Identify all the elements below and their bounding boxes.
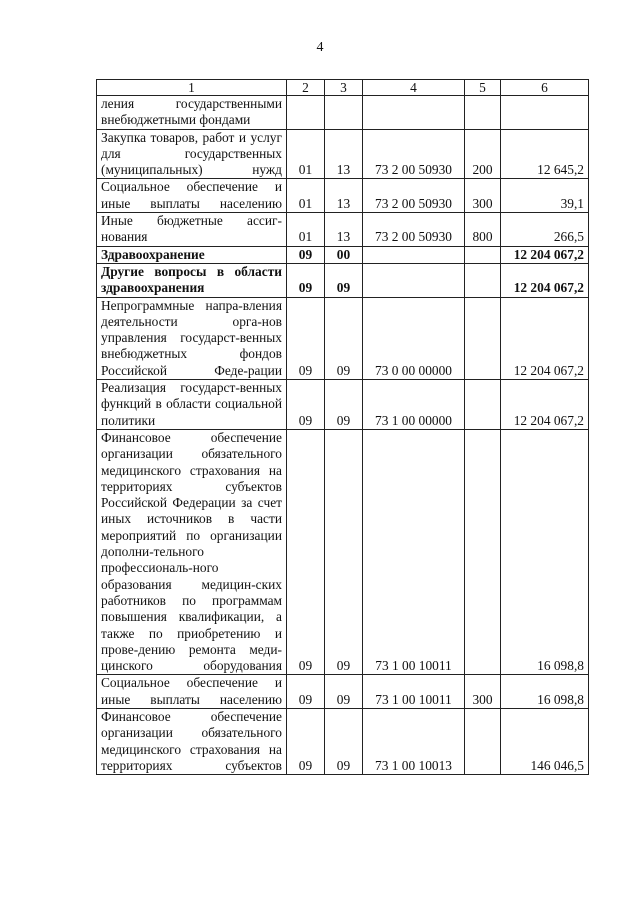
table-row xyxy=(97,380,589,430)
table-row xyxy=(97,297,589,379)
section-code-cell: 01 xyxy=(287,179,325,213)
subsection-code-cell: 00 xyxy=(325,246,363,263)
table-row xyxy=(97,708,589,774)
subsection-code-cell: 09 xyxy=(325,263,363,297)
subsection-code-cell: 09 xyxy=(325,675,363,709)
table-row xyxy=(97,129,589,179)
header-row xyxy=(97,80,589,96)
row-name-cell: Финансовое обеспечение организации обязательного медицинского страхования на территориях субъектов Российской Федерации за счет иных источников в части мероприятий по организации дополни-тельного профессиональ-ного образования медицин-ских работников по программам повышения квалификации, а также по приобретению и прове-дению ремонта меди-цинского оборудования xyxy=(97,429,287,674)
row-name-cell: ления государственными внебюджетными фондами xyxy=(97,96,287,130)
target-article-cell: 73 1 00 10011 xyxy=(363,429,465,674)
target-article-cell: 73 2 00 50930 xyxy=(363,129,465,179)
expense-type-cell: 300 xyxy=(465,179,501,213)
target-article-cell: 73 0 00 00000 xyxy=(363,297,465,379)
column-header: 1 xyxy=(97,80,287,96)
target-article-cell: 73 1 00 10013 xyxy=(363,708,465,774)
expense-type-cell xyxy=(465,429,501,674)
expense-type-cell xyxy=(465,708,501,774)
row-name-cell: Социальное обеспечение и иные выплаты населению xyxy=(97,675,287,709)
subsection-code-cell: 13 xyxy=(325,129,363,179)
section-code-cell: 09 xyxy=(287,380,325,430)
table-row xyxy=(97,246,589,263)
expense-type-cell xyxy=(465,263,501,297)
table-row xyxy=(97,179,589,213)
section-code-cell: 09 xyxy=(287,675,325,709)
row-name-cell: Здравоохранение xyxy=(97,246,287,263)
subsection-code-cell: 09 xyxy=(325,297,363,379)
row-name-cell: Финансовое обеспечение организации обязательного медицинского страхования на территориях субъектов xyxy=(97,708,287,774)
amount-cell: 16 098,8 xyxy=(501,429,589,674)
amount-cell: 266,5 xyxy=(501,213,589,247)
amount-cell: 39,1 xyxy=(501,179,589,213)
row-name-cell: Социальное обеспечение и иные выплаты населению xyxy=(97,179,287,213)
section-code-cell xyxy=(287,96,325,130)
section-code-cell: 09 xyxy=(287,246,325,263)
section-code-cell: 09 xyxy=(287,263,325,297)
table-row xyxy=(97,213,589,247)
target-article-cell: 73 1 00 10011 xyxy=(363,675,465,709)
amount-cell: 12 204 067,2 xyxy=(501,380,589,430)
expense-type-cell xyxy=(465,297,501,379)
amount-cell: 12 204 067,2 xyxy=(501,263,589,297)
amount-cell: 146 046,5 xyxy=(501,708,589,774)
section-code-cell: 01 xyxy=(287,213,325,247)
column-header: 3 xyxy=(325,80,363,96)
target-article-cell xyxy=(363,263,465,297)
amount-cell: 12 204 067,2 xyxy=(501,297,589,379)
row-name-cell: Реализация государст-венных функций в области социальной политики xyxy=(97,380,287,430)
amount-cell: 16 098,8 xyxy=(501,675,589,709)
row-name-cell: Иные бюджетные ассиг-нования xyxy=(97,213,287,247)
subsection-code-cell: 09 xyxy=(325,708,363,774)
amount-cell: 12 204 067,2 xyxy=(501,246,589,263)
row-name-cell: Непрограммные напра-вления деятельности орга-нов управления государст-венных внебюджетных фондов Российской Феде-рации xyxy=(97,297,287,379)
row-name-cell: Другие вопросы в области здравоохранения xyxy=(97,263,287,297)
expense-type-cell: 800 xyxy=(465,213,501,247)
section-code-cell: 09 xyxy=(287,429,325,674)
section-code-cell: 09 xyxy=(287,297,325,379)
subsection-code-cell: 09 xyxy=(325,429,363,674)
budget-table xyxy=(96,79,589,775)
subsection-code-cell: 13 xyxy=(325,179,363,213)
column-header: 2 xyxy=(287,80,325,96)
expense-type-cell xyxy=(465,96,501,130)
expense-type-cell xyxy=(465,246,501,263)
column-header: 5 xyxy=(465,80,501,96)
target-article-cell: 73 1 00 00000 xyxy=(363,380,465,430)
section-code-cell: 09 xyxy=(287,708,325,774)
target-article-cell: 73 2 00 50930 xyxy=(363,213,465,247)
subsection-code-cell: 09 xyxy=(325,380,363,430)
subsection-code-cell xyxy=(325,96,363,130)
expense-type-cell: 200 xyxy=(465,129,501,179)
table-row xyxy=(97,96,589,130)
table-body xyxy=(97,96,589,775)
table-row xyxy=(97,263,589,297)
section-code-cell: 01 xyxy=(287,129,325,179)
expense-type-cell: 300 xyxy=(465,675,501,709)
table-header xyxy=(97,80,589,96)
table-row xyxy=(97,675,589,709)
column-header: 4 xyxy=(363,80,465,96)
target-article-cell: 73 2 00 50930 xyxy=(363,179,465,213)
amount-cell: 12 645,2 xyxy=(501,129,589,179)
target-article-cell xyxy=(363,246,465,263)
expense-type-cell xyxy=(465,380,501,430)
table-row xyxy=(97,429,589,674)
subsection-code-cell: 13 xyxy=(325,213,363,247)
row-name-cell: Закупка товаров, работ и услуг для государственных (муниципальных) нужд xyxy=(97,129,287,179)
column-header: 6 xyxy=(501,80,589,96)
page-number: 4 xyxy=(316,40,324,55)
amount-cell xyxy=(501,96,589,130)
target-article-cell xyxy=(363,96,465,130)
